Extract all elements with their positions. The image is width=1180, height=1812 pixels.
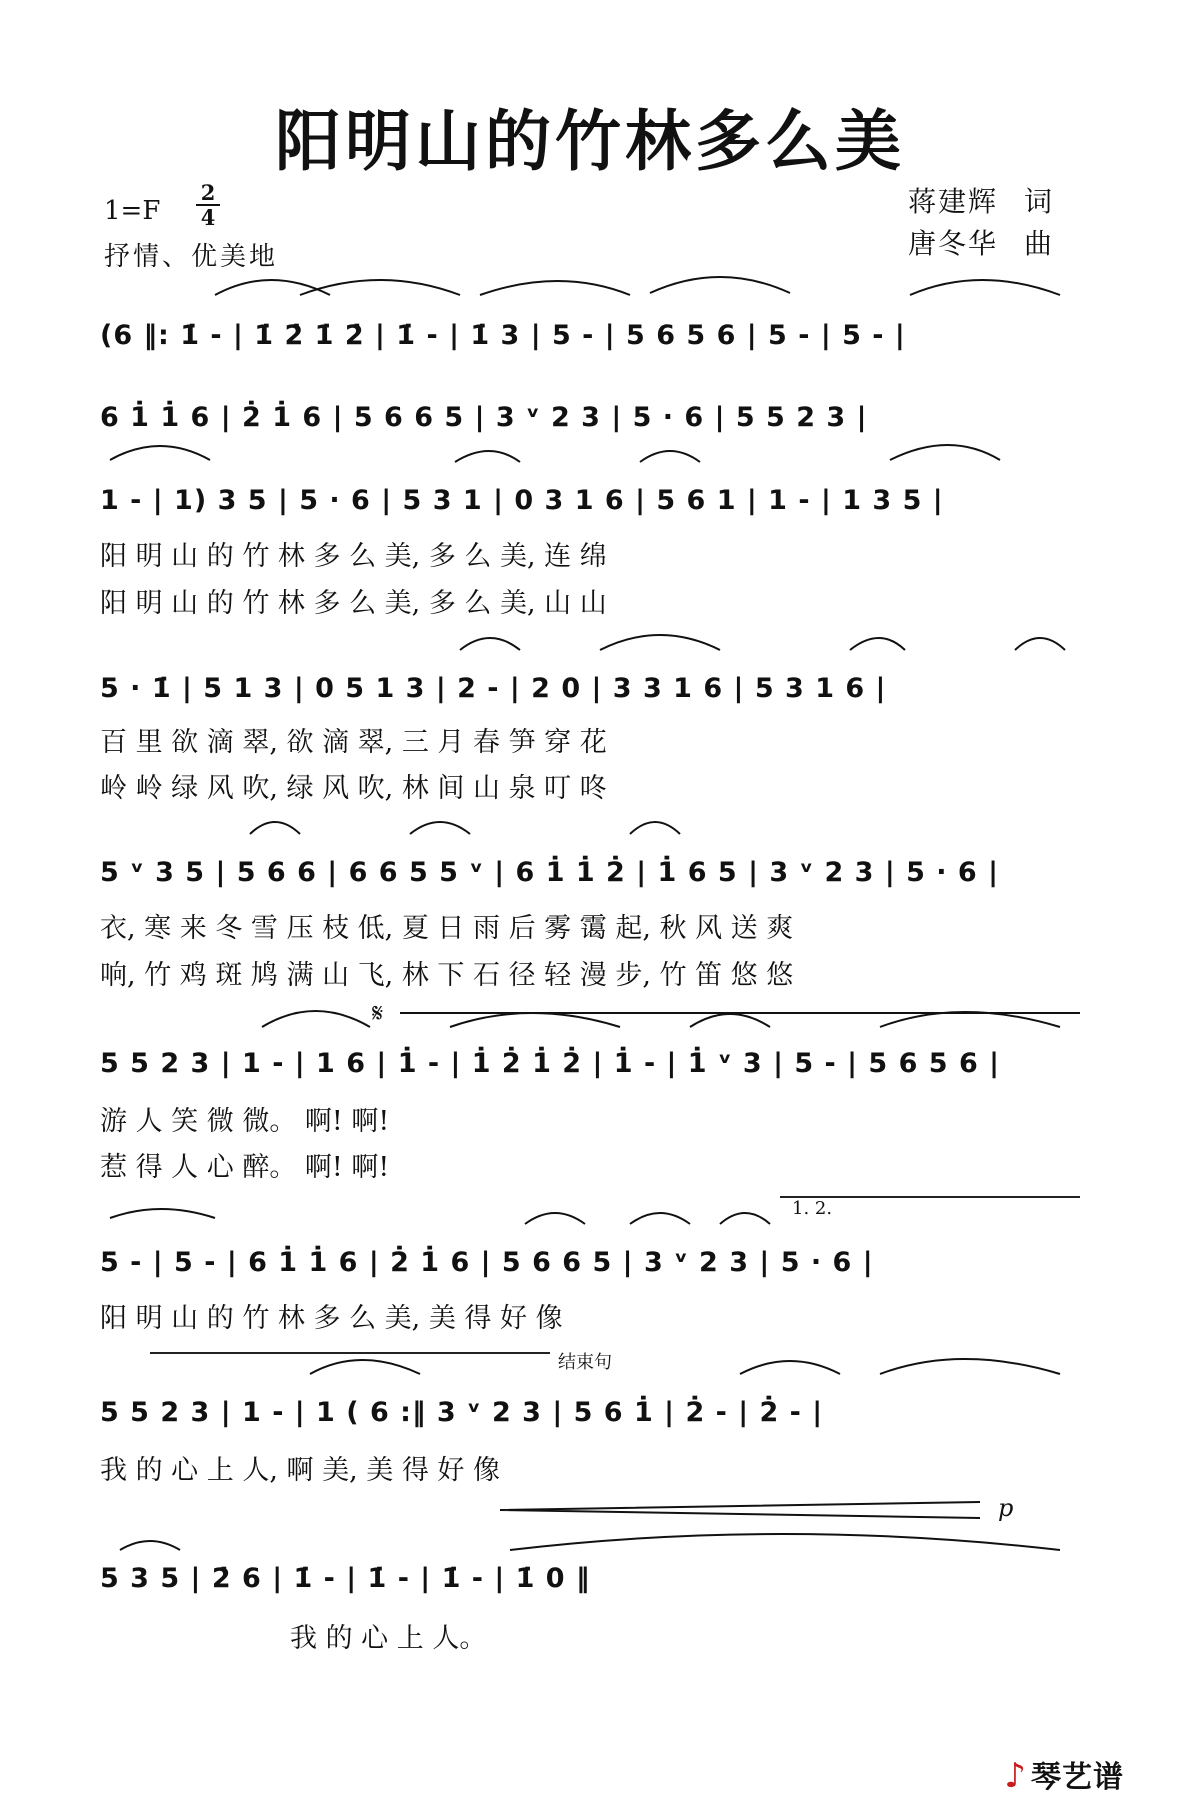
lyric-verse-2: 响, 竹 鸡 斑 鸠 满 山 飞, 林 下 石 径 轻 漫 步, 竹 笛 悠 悠	[100, 959, 794, 991]
slur-arcs	[0, 618, 1180, 668]
notation-line: 5 · 1̇ | 5 1 3 | 0 5 1 3 | 2 - | 2 0 | 3 3 1 6 | 5 3 1 6 |	[100, 672, 887, 704]
time-signature-bottom: 4	[200, 205, 216, 230]
notation-line: (6 ‖: 1̇ - | 1̇ 2̇ 1̇ 2̇ | 1̇ - | 1̇ 3 | 5 - | 5 6 5 6 | 5 - | 5 - |	[100, 319, 906, 351]
slur-arcs	[0, 993, 1180, 1043]
segno-sign: 𝄋	[372, 999, 384, 1029]
lyric-verse-1: 我 的 心 上 人, 啊 美, 美 得 好 像	[100, 1454, 500, 1486]
watermark-text: 琴艺谱	[1031, 1760, 1124, 1795]
volta-label: 1. 2.	[792, 1198, 833, 1219]
key-signature: 1=F	[104, 196, 161, 226]
notation-line: 5 - | 5 - | 6 1̇ 1̇ 6 | 2̇ 1̇ 6 | 5 6 6 5 | 3 ᵛ 2 3 | 5 · 6 |	[100, 1246, 874, 1278]
lyric-verse-1: 游 人 笑 微 微。 啊! 啊!	[100, 1105, 390, 1137]
lyric-verse-1: 我 的 心 上 人。	[290, 1622, 487, 1654]
composer-name: 唐冬华	[908, 227, 999, 260]
dynamic-mark: p	[998, 1494, 1014, 1522]
notation-line: 5 5 2 3 | 1 - | 1 ( 6 :‖ 3 ᵛ 2 3 | 5 6 1̇ | 2̇ - | 2̇ - |	[100, 1396, 824, 1428]
lyric-verse-2: 惹 得 人 心 醉。 啊! 啊!	[100, 1151, 390, 1183]
logo-icon: ♪	[1004, 1756, 1027, 1796]
composer-role: 曲	[1024, 227, 1055, 260]
watermark-logo	[1004, 1752, 1124, 1796]
time-signature-top: 2	[200, 180, 216, 205]
notation-line: 1 - | 1) 3 5 | 5 · 6 | 5 3 1 | 0 3 1 6 | 5 6 1 | 1 - | 1 3 5 |	[100, 484, 944, 516]
lyric-verse-1: 阳 明 山 的 竹 林 多 么 美, 美 得 好 像	[100, 1302, 563, 1334]
lyricist-credit	[908, 180, 1054, 220]
notation-line: 6 1̇ 1̇ 6 | 2̇ 1̇ 6 | 5 6 6 5 | 3 ᵛ 2 3 | 5 · 6 | 5 5 2 3 |	[100, 401, 868, 433]
lyric-verse-2: 岭 岭 绿 风 吹, 绿 风 吹, 林 间 山 泉 叮 咚	[100, 772, 607, 804]
lyric-verse-1: 阳 明 山 的 竹 林 多 么 美, 多 么 美, 连 绵	[100, 540, 607, 572]
tempo-marking: 抒情、优美地	[104, 242, 279, 272]
slur-arcs	[0, 802, 1180, 852]
lyricist-name: 蒋建辉	[908, 185, 999, 218]
notation-line: 5 3 5 | 2̇ 6 | 1̇ - | 1̇ - | 1̇ - | 1̇ 0 ‖	[100, 1562, 591, 1594]
lyric-verse-1: 衣, 寒 来 冬 雪 压 枝 低, 夏 日 雨 后 雾 霭 起, 秋 风 送 爽	[100, 912, 794, 944]
notation-line: 5 5 2 3 | 1 - | 1 6 | 1̇ - | 1̇ 2̇ 1̇ 2̇ | 1̇ - | 1̇ ᵛ 3 | 5 - | 5 6 5 6 |	[100, 1047, 1001, 1079]
slur-arcs	[0, 1342, 1180, 1392]
slur-arcs	[0, 430, 1180, 480]
notation-line: 5 ᵛ 3 5 | 5 6 6 | 6 6 5 5 ᵛ | 6 1̇ 1̇ 2̇ | 1̇ 6 5 | 3 ᵛ 2 3 | 5 · 6 |	[100, 856, 999, 888]
page-title: 阳明山的竹林多么美	[275, 103, 905, 180]
slur-arcs	[0, 265, 1180, 315]
time-signature	[196, 182, 220, 228]
coda-label: 结束句	[558, 1352, 612, 1373]
slur-arcs	[0, 1192, 1180, 1242]
lyric-verse-2: 阳 明 山 的 竹 林 多 么 美, 多 么 美, 山 山	[100, 587, 607, 619]
composer-credit	[908, 222, 1054, 262]
lyricist-role: 词	[1024, 185, 1055, 218]
lyric-verse-1: 百 里 欲 滴 翠, 欲 滴 翠, 三 月 春 笋 穿 花	[100, 726, 607, 758]
